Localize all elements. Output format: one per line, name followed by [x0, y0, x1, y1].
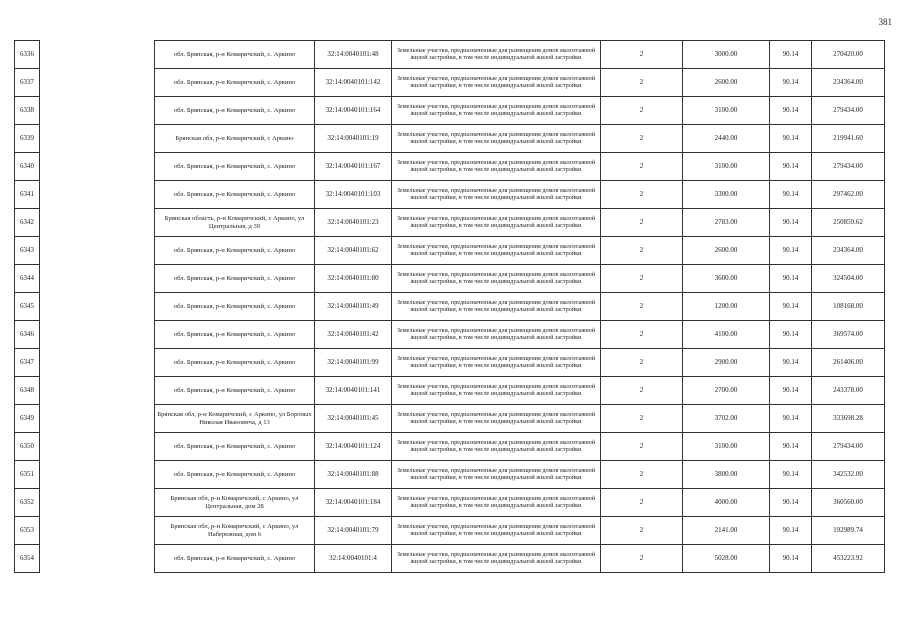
cadastral-value-cell: 333698.28 [812, 405, 885, 433]
land-use-cell: Земельные участки, предназначенные для размещения домов малоэтажной жилой застройки, в том числе индивидуальной жилой застройки [392, 237, 601, 265]
spacer-cell [40, 125, 155, 153]
cadastral-value-cell: 279434.00 [812, 153, 885, 181]
cadastral-number-cell: 32:14:0040101:80 [315, 265, 392, 293]
spacer-cell [40, 69, 155, 97]
cadastral-number-cell: 32:14:0040101:42 [315, 321, 392, 349]
specific-value-cell: 90.14 [770, 517, 812, 545]
spacer-cell [40, 433, 155, 461]
row-number-cell: 6349 [15, 405, 40, 433]
table-row [15, 405, 885, 433]
cadastral-number-cell: 32:14:0040101:19 [315, 125, 392, 153]
specific-value-cell: 90.14 [770, 349, 812, 377]
spacer-cell [40, 377, 155, 405]
row-number-cell: 6342 [15, 209, 40, 237]
group-cell: 2 [601, 265, 683, 293]
table-row [15, 517, 885, 545]
cadastral-number-cell: 32:14:0040101:45 [315, 405, 392, 433]
land-use-cell: Земельные участки, предназначенные для размещения домов малоэтажной жилой застройки, в том числе индивидуальной жилой застройки [392, 517, 601, 545]
group-cell: 2 [601, 69, 683, 97]
spacer-cell [40, 489, 155, 517]
spacer-cell [40, 41, 155, 69]
area-cell: 2600.00 [683, 69, 770, 97]
address-cell: обл. Брянская, р-н Комаричский, с. Аркино [155, 349, 315, 377]
cadastral-number-cell: 32:14:0040101:141 [315, 377, 392, 405]
address-cell: Брянская обл, р-н Комаричский, с Аркино, ул Бороных Николая Ивановича, д 13 [155, 405, 315, 433]
address-cell: обл. Брянская, р-н Комаричский, с. Аркино [155, 293, 315, 321]
land-use-cell: Земельные участки, предназначенные для размещения домов малоэтажной жилой застройки, в том числе индивидуальной жилой застройки [392, 433, 601, 461]
cadastral-number-cell: 32:14:0040101:142 [315, 69, 392, 97]
row-number-cell: 6337 [15, 69, 40, 97]
group-cell: 2 [601, 293, 683, 321]
row-number-cell: 6341 [15, 181, 40, 209]
land-use-cell: Земельные участки, предназначенные для размещения домов малоэтажной жилой застройки, в том числе индивидуальной жилой застройки [392, 321, 601, 349]
table-row [15, 153, 885, 181]
spacer-cell [40, 237, 155, 265]
row-number-cell: 6353 [15, 517, 40, 545]
group-cell: 2 [601, 433, 683, 461]
group-cell: 2 [601, 461, 683, 489]
group-cell: 2 [601, 125, 683, 153]
land-use-cell: Земельные участки, предназначенные для размещения домов малоэтажной жилой застройки, в том числе индивидуальной жилой застройки [392, 153, 601, 181]
table-row [15, 377, 885, 405]
cadastral-number-cell: 32:14:0040101:164 [315, 97, 392, 125]
spacer-cell [40, 321, 155, 349]
group-cell: 2 [601, 237, 683, 265]
specific-value-cell: 90.14 [770, 69, 812, 97]
group-cell: 2 [601, 405, 683, 433]
group-cell: 2 [601, 349, 683, 377]
land-use-cell: Земельные участки, предназначенные для размещения домов малоэтажной жилой застройки, в том числе индивидуальной жилой застройки [392, 349, 601, 377]
cadastral-number-cell: 32:14:0040101:23 [315, 209, 392, 237]
land-use-cell: Земельные участки, предназначенные для размещения домов малоэтажной жилой застройки, в том числе индивидуальной жилой застройки [392, 461, 601, 489]
row-number-cell: 6347 [15, 349, 40, 377]
cadastral-value-cell: 360560.00 [812, 489, 885, 517]
group-cell: 2 [601, 321, 683, 349]
cadastral-number-cell: 32:14:0040101:62 [315, 237, 392, 265]
table-row [15, 69, 885, 97]
land-use-cell: Земельные участки, предназначенные для размещения домов малоэтажной жилой застройки, в том числе индивидуальной жилой застройки [392, 69, 601, 97]
land-use-cell: Земельные участки, предназначенные для размещения домов малоэтажной жилой застройки, в том числе индивидуальной жилой застройки [392, 377, 601, 405]
land-use-cell: Земельные участки, предназначенные для размещения домов малоэтажной жилой застройки, в том числе индивидуальной жилой застройки [392, 265, 601, 293]
address-cell: обл. Брянская, р-н Комаричский, с. Аркино [155, 433, 315, 461]
cadastral-value-cell: 234364.00 [812, 237, 885, 265]
cadastral-value-cell: 234364.00 [812, 69, 885, 97]
table-row [15, 293, 885, 321]
row-number-cell: 6350 [15, 433, 40, 461]
cadastral-number-cell: 32:14:0040101:48 [315, 41, 392, 69]
area-cell: 3000.00 [683, 41, 770, 69]
specific-value-cell: 90.14 [770, 265, 812, 293]
address-cell: обл. Брянская, р-н Комаричский, с. Аркино [155, 265, 315, 293]
land-use-cell: Земельные участки, предназначенные для размещения домов малоэтажной жилой застройки, в том числе индивидуальной жилой застройки [392, 489, 601, 517]
table-row [15, 97, 885, 125]
row-number-cell: 6344 [15, 265, 40, 293]
row-number-cell: 6336 [15, 41, 40, 69]
specific-value-cell: 90.14 [770, 489, 812, 517]
cadastral-value-cell: 108168.00 [812, 293, 885, 321]
address-cell: обл. Брянская, р-н Комаричский, с. Аркино [155, 545, 315, 573]
group-cell: 2 [601, 517, 683, 545]
land-use-cell: Земельные участки, предназначенные для размещения домов малоэтажной жилой застройки, в том числе индивидуальной жилой застройки [392, 41, 601, 69]
spacer-cell [40, 461, 155, 489]
area-cell: 3100.00 [683, 433, 770, 461]
specific-value-cell: 90.14 [770, 97, 812, 125]
area-cell: 4000.00 [683, 489, 770, 517]
row-number-cell: 6345 [15, 293, 40, 321]
spacer-cell [40, 405, 155, 433]
row-number-cell: 6346 [15, 321, 40, 349]
group-cell: 2 [601, 489, 683, 517]
address-cell: обл. Брянская, р-н Комаричский, с. Аркино [155, 69, 315, 97]
table-row [15, 265, 885, 293]
address-cell: обл. Брянская, р-н Комаричский, с. Аркино [155, 97, 315, 125]
specific-value-cell: 90.14 [770, 153, 812, 181]
row-number-cell: 6351 [15, 461, 40, 489]
group-cell: 2 [601, 41, 683, 69]
cadastral-value-cell: 297462.00 [812, 181, 885, 209]
cadastral-value-cell: 250859.62 [812, 209, 885, 237]
land-use-cell: Земельные участки, предназначенные для размещения домов малоэтажной жилой застройки, в том числе индивидуальной жилой застройки [392, 97, 601, 125]
address-cell: обл. Брянская, р-н Комаричский, с. Аркино [155, 237, 315, 265]
specific-value-cell: 90.14 [770, 125, 812, 153]
area-cell: 3100.00 [683, 153, 770, 181]
cadastral-value-table [14, 40, 885, 573]
spacer-cell [40, 349, 155, 377]
address-cell: Брянская обл, р-н Комаричский, с Аркино [155, 125, 315, 153]
area-cell: 3600.00 [683, 265, 770, 293]
cadastral-value-cell: 324504.00 [812, 265, 885, 293]
area-cell: 3300.00 [683, 181, 770, 209]
page-number: 381 [878, 17, 892, 27]
cadastral-number-cell: 32:14:0040101:4 [315, 545, 392, 573]
spacer-cell [40, 97, 155, 125]
spacer-cell [40, 545, 155, 573]
spacer-cell [40, 517, 155, 545]
row-number-cell: 6339 [15, 125, 40, 153]
specific-value-cell: 90.14 [770, 209, 812, 237]
specific-value-cell: 90.14 [770, 433, 812, 461]
land-use-cell: Земельные участки, предназначенные для размещения домов малоэтажной жилой застройки, в том числе индивидуальной жилой застройки [392, 181, 601, 209]
specific-value-cell: 90.14 [770, 293, 812, 321]
table-row [15, 433, 885, 461]
row-number-cell: 6348 [15, 377, 40, 405]
row-number-cell: 6343 [15, 237, 40, 265]
land-use-cell: Земельные участки, предназначенные для размещения домов малоэтажной жилой застройки, в том числе индивидуальной жилой застройки [392, 125, 601, 153]
area-cell: 2900.00 [683, 349, 770, 377]
specific-value-cell: 90.14 [770, 237, 812, 265]
table-row [15, 237, 885, 265]
address-cell: Брянская обл, р-н Комаричский, с Аркино, ул Центральная, дом 28 [155, 489, 315, 517]
cadastral-number-cell: 32:14:0040101:184 [315, 489, 392, 517]
area-cell: 5028.00 [683, 545, 770, 573]
land-use-cell: Земельные участки, предназначенные для размещения домов малоэтажной жилой застройки, в том числе индивидуальной жилой застройки [392, 293, 601, 321]
address-cell: Брянская обл, р-н Комаричский, с Аркино, ул Набережная, дом 6 [155, 517, 315, 545]
land-use-cell: Земельные участки, предназначенные для размещения домов малоэтажной жилой застройки, в том числе индивидуальной жилой застройки [392, 545, 601, 573]
group-cell: 2 [601, 97, 683, 125]
specific-value-cell: 90.14 [770, 545, 812, 573]
address-cell: Брянская область, р-н Комаричский, с Аркино, ул Центральная, д 39 [155, 209, 315, 237]
row-number-cell: 6338 [15, 97, 40, 125]
area-cell: 2700.00 [683, 377, 770, 405]
specific-value-cell: 90.14 [770, 405, 812, 433]
table-row [15, 545, 885, 573]
cadastral-number-cell: 32:14:0040101:167 [315, 153, 392, 181]
spacer-cell [40, 209, 155, 237]
area-cell: 2783.00 [683, 209, 770, 237]
group-cell: 2 [601, 545, 683, 573]
area-cell: 3800.00 [683, 461, 770, 489]
cadastral-number-cell: 32:14:0040101:103 [315, 181, 392, 209]
area-cell: 3702.00 [683, 405, 770, 433]
cadastral-number-cell: 32:14:0040101:124 [315, 433, 392, 461]
land-use-cell: Земельные участки, предназначенные для размещения домов малоэтажной жилой застройки, в том числе индивидуальной жилой застройки [392, 209, 601, 237]
row-number-cell: 6352 [15, 489, 40, 517]
specific-value-cell: 90.14 [770, 181, 812, 209]
cadastral-value-cell: 270420.00 [812, 41, 885, 69]
cadastral-number-cell: 32:14:0040101:88 [315, 461, 392, 489]
table-row [15, 181, 885, 209]
cadastral-number-cell: 32:14:0040101:49 [315, 293, 392, 321]
row-number-cell: 6340 [15, 153, 40, 181]
cadastral-value-cell: 192989.74 [812, 517, 885, 545]
table-row [15, 125, 885, 153]
table-row [15, 489, 885, 517]
cadastral-value-cell: 279434.00 [812, 433, 885, 461]
cadastral-value-cell: 279434.00 [812, 97, 885, 125]
area-cell: 3100.00 [683, 97, 770, 125]
area-cell: 2600.00 [683, 237, 770, 265]
cadastral-value-cell: 243378.00 [812, 377, 885, 405]
spacer-cell [40, 153, 155, 181]
group-cell: 2 [601, 181, 683, 209]
address-cell: обл. Брянская, р-н Комаричский, с. Аркино [155, 321, 315, 349]
table-row [15, 41, 885, 69]
group-cell: 2 [601, 153, 683, 181]
group-cell: 2 [601, 377, 683, 405]
specific-value-cell: 90.14 [770, 377, 812, 405]
address-cell: обл. Брянская, р-н Комаричский, с. Аркино [155, 377, 315, 405]
area-cell: 1200.00 [683, 293, 770, 321]
specific-value-cell: 90.14 [770, 41, 812, 69]
address-cell: обл. Брянская, р-н Комаричский, с. Аркино [155, 181, 315, 209]
cadastral-value-cell: 453223.92 [812, 545, 885, 573]
cadastral-value-cell: 261406.00 [812, 349, 885, 377]
table-row [15, 461, 885, 489]
address-cell: обл. Брянская, р-н Комаричский, с. Аркино [155, 153, 315, 181]
spacer-cell [40, 265, 155, 293]
group-cell: 2 [601, 209, 683, 237]
specific-value-cell: 90.14 [770, 321, 812, 349]
address-cell: обл. Брянская, р-н Комаричский, с. Аркино [155, 461, 315, 489]
cadastral-value-cell: 342532.00 [812, 461, 885, 489]
area-cell: 2440.00 [683, 125, 770, 153]
table-row [15, 209, 885, 237]
cadastral-value-cell: 369574.00 [812, 321, 885, 349]
area-cell: 4100.00 [683, 321, 770, 349]
land-use-cell: Земельные участки, предназначенные для размещения домов малоэтажной жилой застройки, в том числе индивидуальной жилой застройки [392, 405, 601, 433]
cadastral-number-cell: 32:14:0040101:99 [315, 349, 392, 377]
row-number-cell: 6354 [15, 545, 40, 573]
specific-value-cell: 90.14 [770, 461, 812, 489]
table-body [15, 41, 885, 573]
cadastral-number-cell: 32:14:0040101:79 [315, 517, 392, 545]
address-cell: обл. Брянская, р-н Комаричский, с. Аркино [155, 41, 315, 69]
area-cell: 2141.00 [683, 517, 770, 545]
spacer-cell [40, 181, 155, 209]
spacer-cell [40, 293, 155, 321]
cadastral-value-cell: 219941.60 [812, 125, 885, 153]
table-row [15, 321, 885, 349]
table-row [15, 349, 885, 377]
